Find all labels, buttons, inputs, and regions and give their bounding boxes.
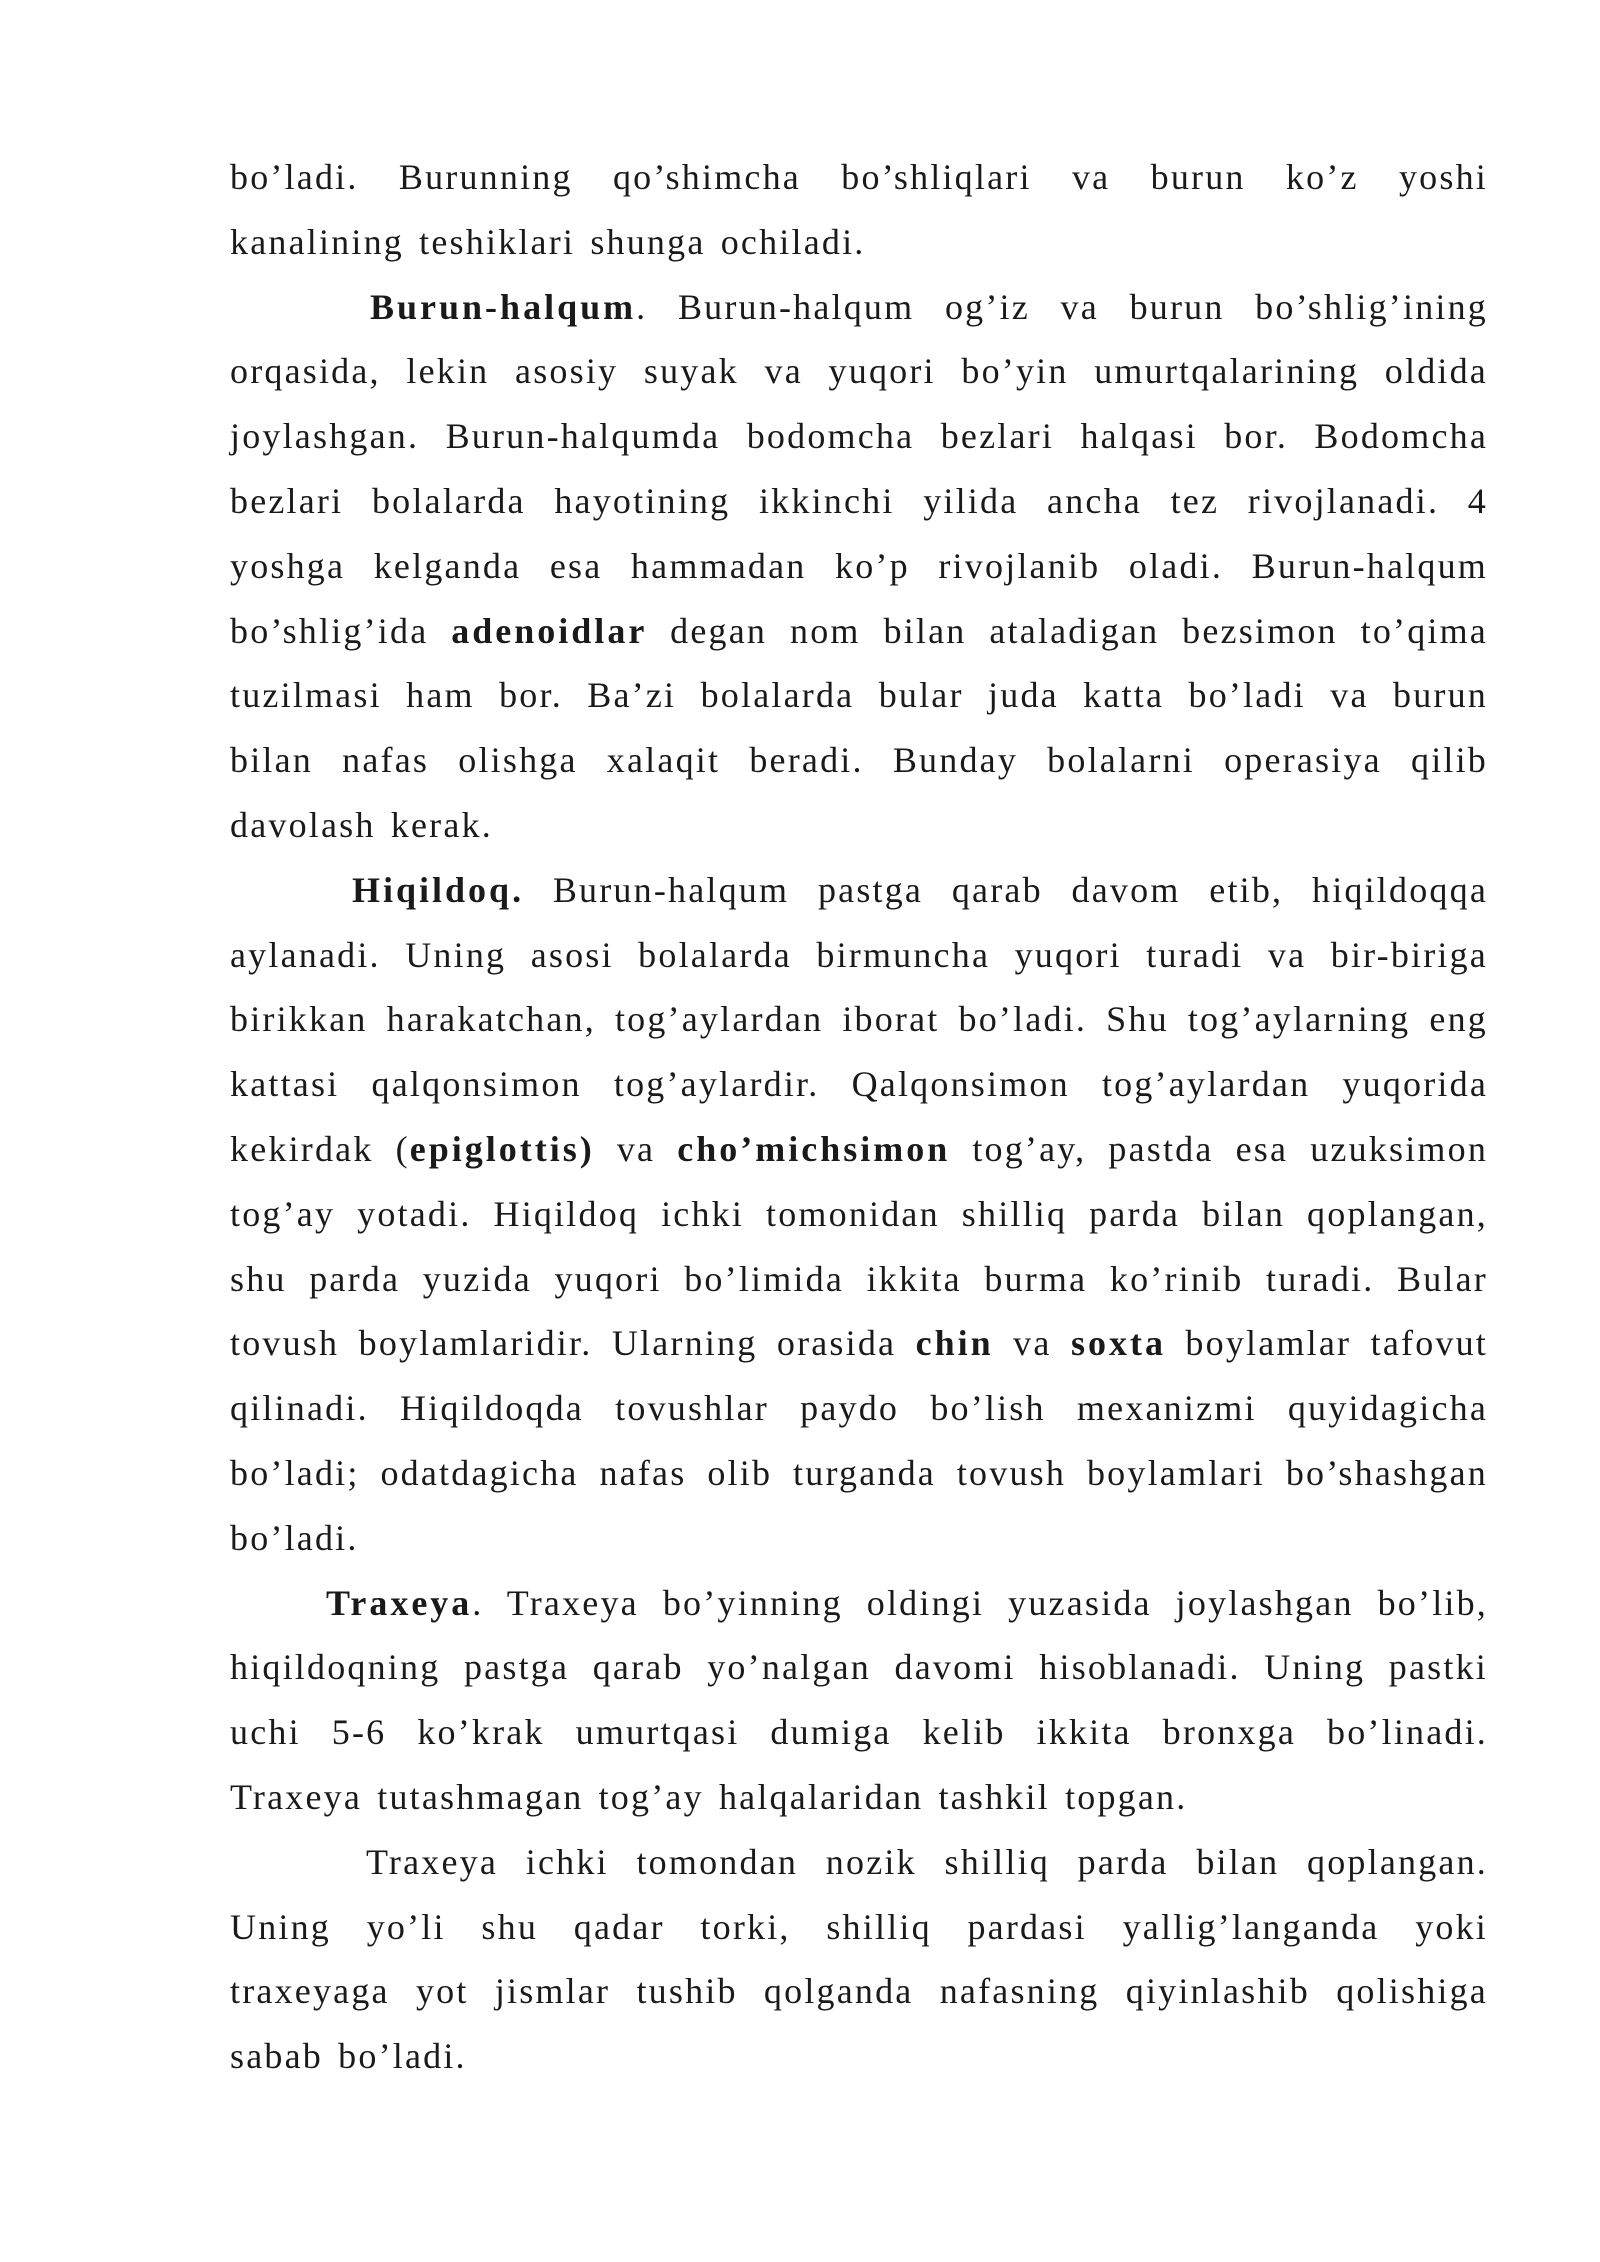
term-epiglottis: epiglottis) bbox=[409, 1128, 595, 1169]
text-run: va bbox=[594, 1128, 678, 1169]
text-run: Burun-halqum pastga qarab davom etib, hiqildoqqa aylanadi. Uning asosi bolalarda birmuncha yuqori turadi va bir-biriga birikkan harakatchan, tog’aylardan iborat bo’ladi. Shu tog’aylarning eng kattasi qalqonsimon tog’aylardir. Qalqonsimon tog’aylardan yuqorida kekirdak ( bbox=[230, 869, 1488, 1169]
heading-hiqildoq: Hiqildoq. bbox=[352, 869, 525, 910]
text-run: . Traxeya bo’yinning oldingi yuzasida joylashgan bo’lib, hiqildoqning pastga qarab yo’nalgan davomi hisoblanadi. Uning pastki uchi 5-6 ko’krak umurtqasi dumiga kelib ikkita bronxga bo’linadi. Traxeya tutashmagan tog’ay halqalaridan tashkil topgan. bbox=[230, 1582, 1488, 1817]
paragraph-nose-end bbox=[230, 145, 1488, 275]
text-run: Traxeya ichki tomondan nozik shilliq parda bilan qoplangan. Uning yo’li shu qadar torki, shilliq pardasi yallig’langanda yoki traxeyaga yot jismlar tushib qolganda nafasning qiyinlashib qolishiga sabab bo’ladi. bbox=[230, 1841, 1488, 2077]
text-run: . Burun-halqum og’iz va burun bo’shlig’ining orqasida, lekin asosiy suyak va yuqori bo’yin umurtqalarining oldida joylashgan. Burun-halqumda bodomcha bezlari halqasi bor. Bodomcha bezlari bolalarda hayotining ikkinchi yilida ancha tez rivojlanadi. 4 yoshga kelganda esa hammadan ko’p rivojlanib oladi. Burun-halqum bo’shlig’ida bbox=[230, 286, 1488, 651]
heading-traxeya: Traxeya bbox=[326, 1582, 473, 1623]
paragraph-nasopharynx bbox=[230, 275, 1488, 858]
paragraph-trachea-lining bbox=[230, 1830, 1488, 2089]
paragraph-larynx bbox=[230, 858, 1488, 1571]
term-chomichsimon: cho’michsimon bbox=[677, 1128, 951, 1169]
heading-burun-halqum: Burun-halqum bbox=[370, 286, 637, 327]
term-adenoidlar: adenoidlar bbox=[451, 610, 648, 651]
term-chin: chin bbox=[915, 1323, 994, 1364]
document-page bbox=[230, 145, 1488, 2089]
text-run: boylamlar tafovut qilinadi. Hiqildoqda tovushlar paydo bo’lish mexanizmi quyidagicha bo’ladi; odatdagicha nafas olib turganda tovush boylamlari bo’shashgan bo’ladi. bbox=[230, 1323, 1488, 1558]
term-soxta: soxta bbox=[1070, 1323, 1166, 1364]
paragraph-trachea bbox=[230, 1571, 1488, 1830]
text-run: va bbox=[993, 1323, 1071, 1364]
text-run: tog’ay, pastda esa uzuksimon tog’ay yotadi. Hiqildoq ichki tomonidan shilliq parda bilan qoplangan, shu parda yuzida yuqori bo’limida ikkita burma ko’rinib turadi. Bular tovush boylamlaridir. Ularning orasida bbox=[230, 1128, 1489, 1364]
text-run: degan nom bilan ataladigan bezsimon to’qima tuzilmasi ham bor. Ba’zi bolalarda bular juda katta bo’ladi va burun bilan nafas olishga xalaqit beradi. Bunday bolalarni operasiya qilib davolash kerak. bbox=[230, 610, 1488, 845]
text-run: bo’ladi. Burunning qo’shimcha bo’shliqlari va burun ko’z yoshi kanalining teshiklari shunga ochiladi. bbox=[230, 157, 1488, 262]
